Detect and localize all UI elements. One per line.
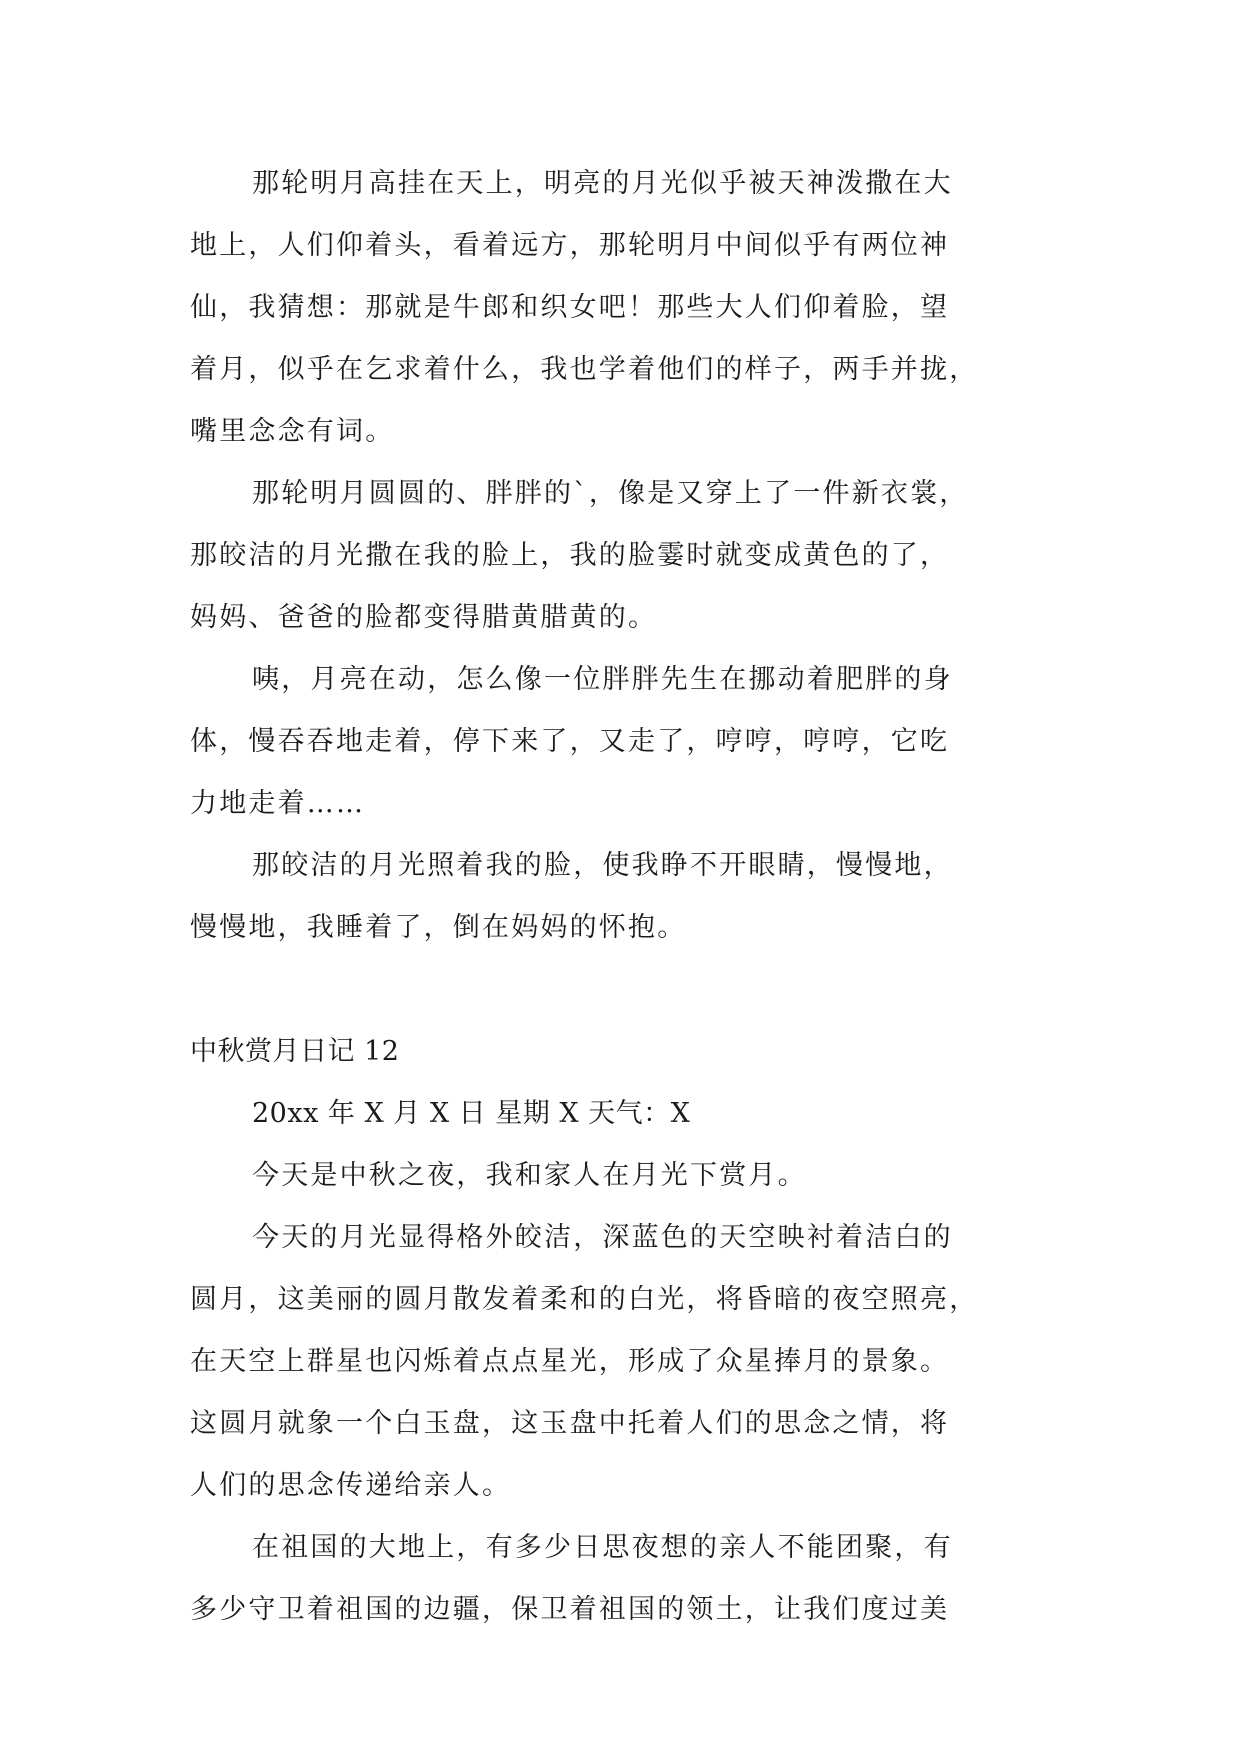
paragraph-line: 嘴里念念有词。 — [190, 416, 395, 447]
paragraph-line: 地上，人们仰着头，看着远方，那轮明月中间似乎有两位神 — [190, 230, 950, 261]
paragraph-line: 力地走着…… — [190, 788, 366, 819]
paragraph-line: 那皎洁的月光照着我的脸，使我睁不开眼睛，慢慢地， — [252, 850, 953, 881]
paragraph-line: 多少守卫着祖国的边疆，保卫着祖国的领土，让我们度过美 — [190, 1594, 950, 1625]
paragraph-line: 慢慢地，我睡着了，倒在妈妈的怀抱。 — [190, 912, 687, 943]
paragraph-line: 在天空上群星也闪烁着点点星光，形成了众星捧月的景象。 — [190, 1346, 950, 1377]
section-title: 中秋赏月日记 12 — [190, 1036, 400, 1067]
date-line: 20xx 年 X 月 X 日 星期 X 天气：X — [252, 1098, 691, 1129]
paragraph-line: 人们的思念传递给亲人。 — [190, 1470, 512, 1501]
paragraph-line: 这圆月就象一个白玉盘，这玉盘中托着人们的思念之情，将 — [190, 1408, 950, 1439]
paragraph-line: 妈妈、爸爸的脸都变得腊黄腊黄的。 — [190, 602, 658, 633]
paragraph-line: 咦，月亮在动，怎么像一位胖胖先生在挪动着肥胖的身 — [252, 664, 953, 695]
paragraph-line: 体，慢吞吞地走着，停下来了，又走了，哼哼，哼哼，它吃 — [190, 726, 950, 757]
paragraph-line: 那轮明月圆圆的、胖胖的`，像是又穿上了一件新衣裳， — [252, 478, 969, 509]
paragraph-line: 仙，我猜想：那就是牛郎和织女吧！那些大人们仰着脸，望 — [190, 292, 950, 323]
paragraph-line: 今天的月光显得格外皎洁，深蓝色的天空映衬着洁白的 — [252, 1222, 953, 1253]
paragraph-line: 那轮明月高挂在天上，明亮的月光似乎被天神泼撒在大 — [252, 168, 953, 199]
paragraph-line: 着月，似乎在乞求着什么，我也学着他们的样子，两手并拢， — [190, 354, 979, 385]
paragraph-line: 今天是中秋之夜，我和家人在月光下赏月。 — [252, 1160, 807, 1191]
paragraph-line: 圆月，这美丽的圆月散发着柔和的白光，将昏暗的夜空照亮， — [190, 1284, 979, 1315]
paragraph-line: 在祖国的大地上，有多少日思夜想的亲人不能团聚，有 — [252, 1532, 953, 1563]
paragraph-line: 那皎洁的月光撒在我的脸上，我的脸霎时就变成黄色的了， — [190, 540, 950, 571]
